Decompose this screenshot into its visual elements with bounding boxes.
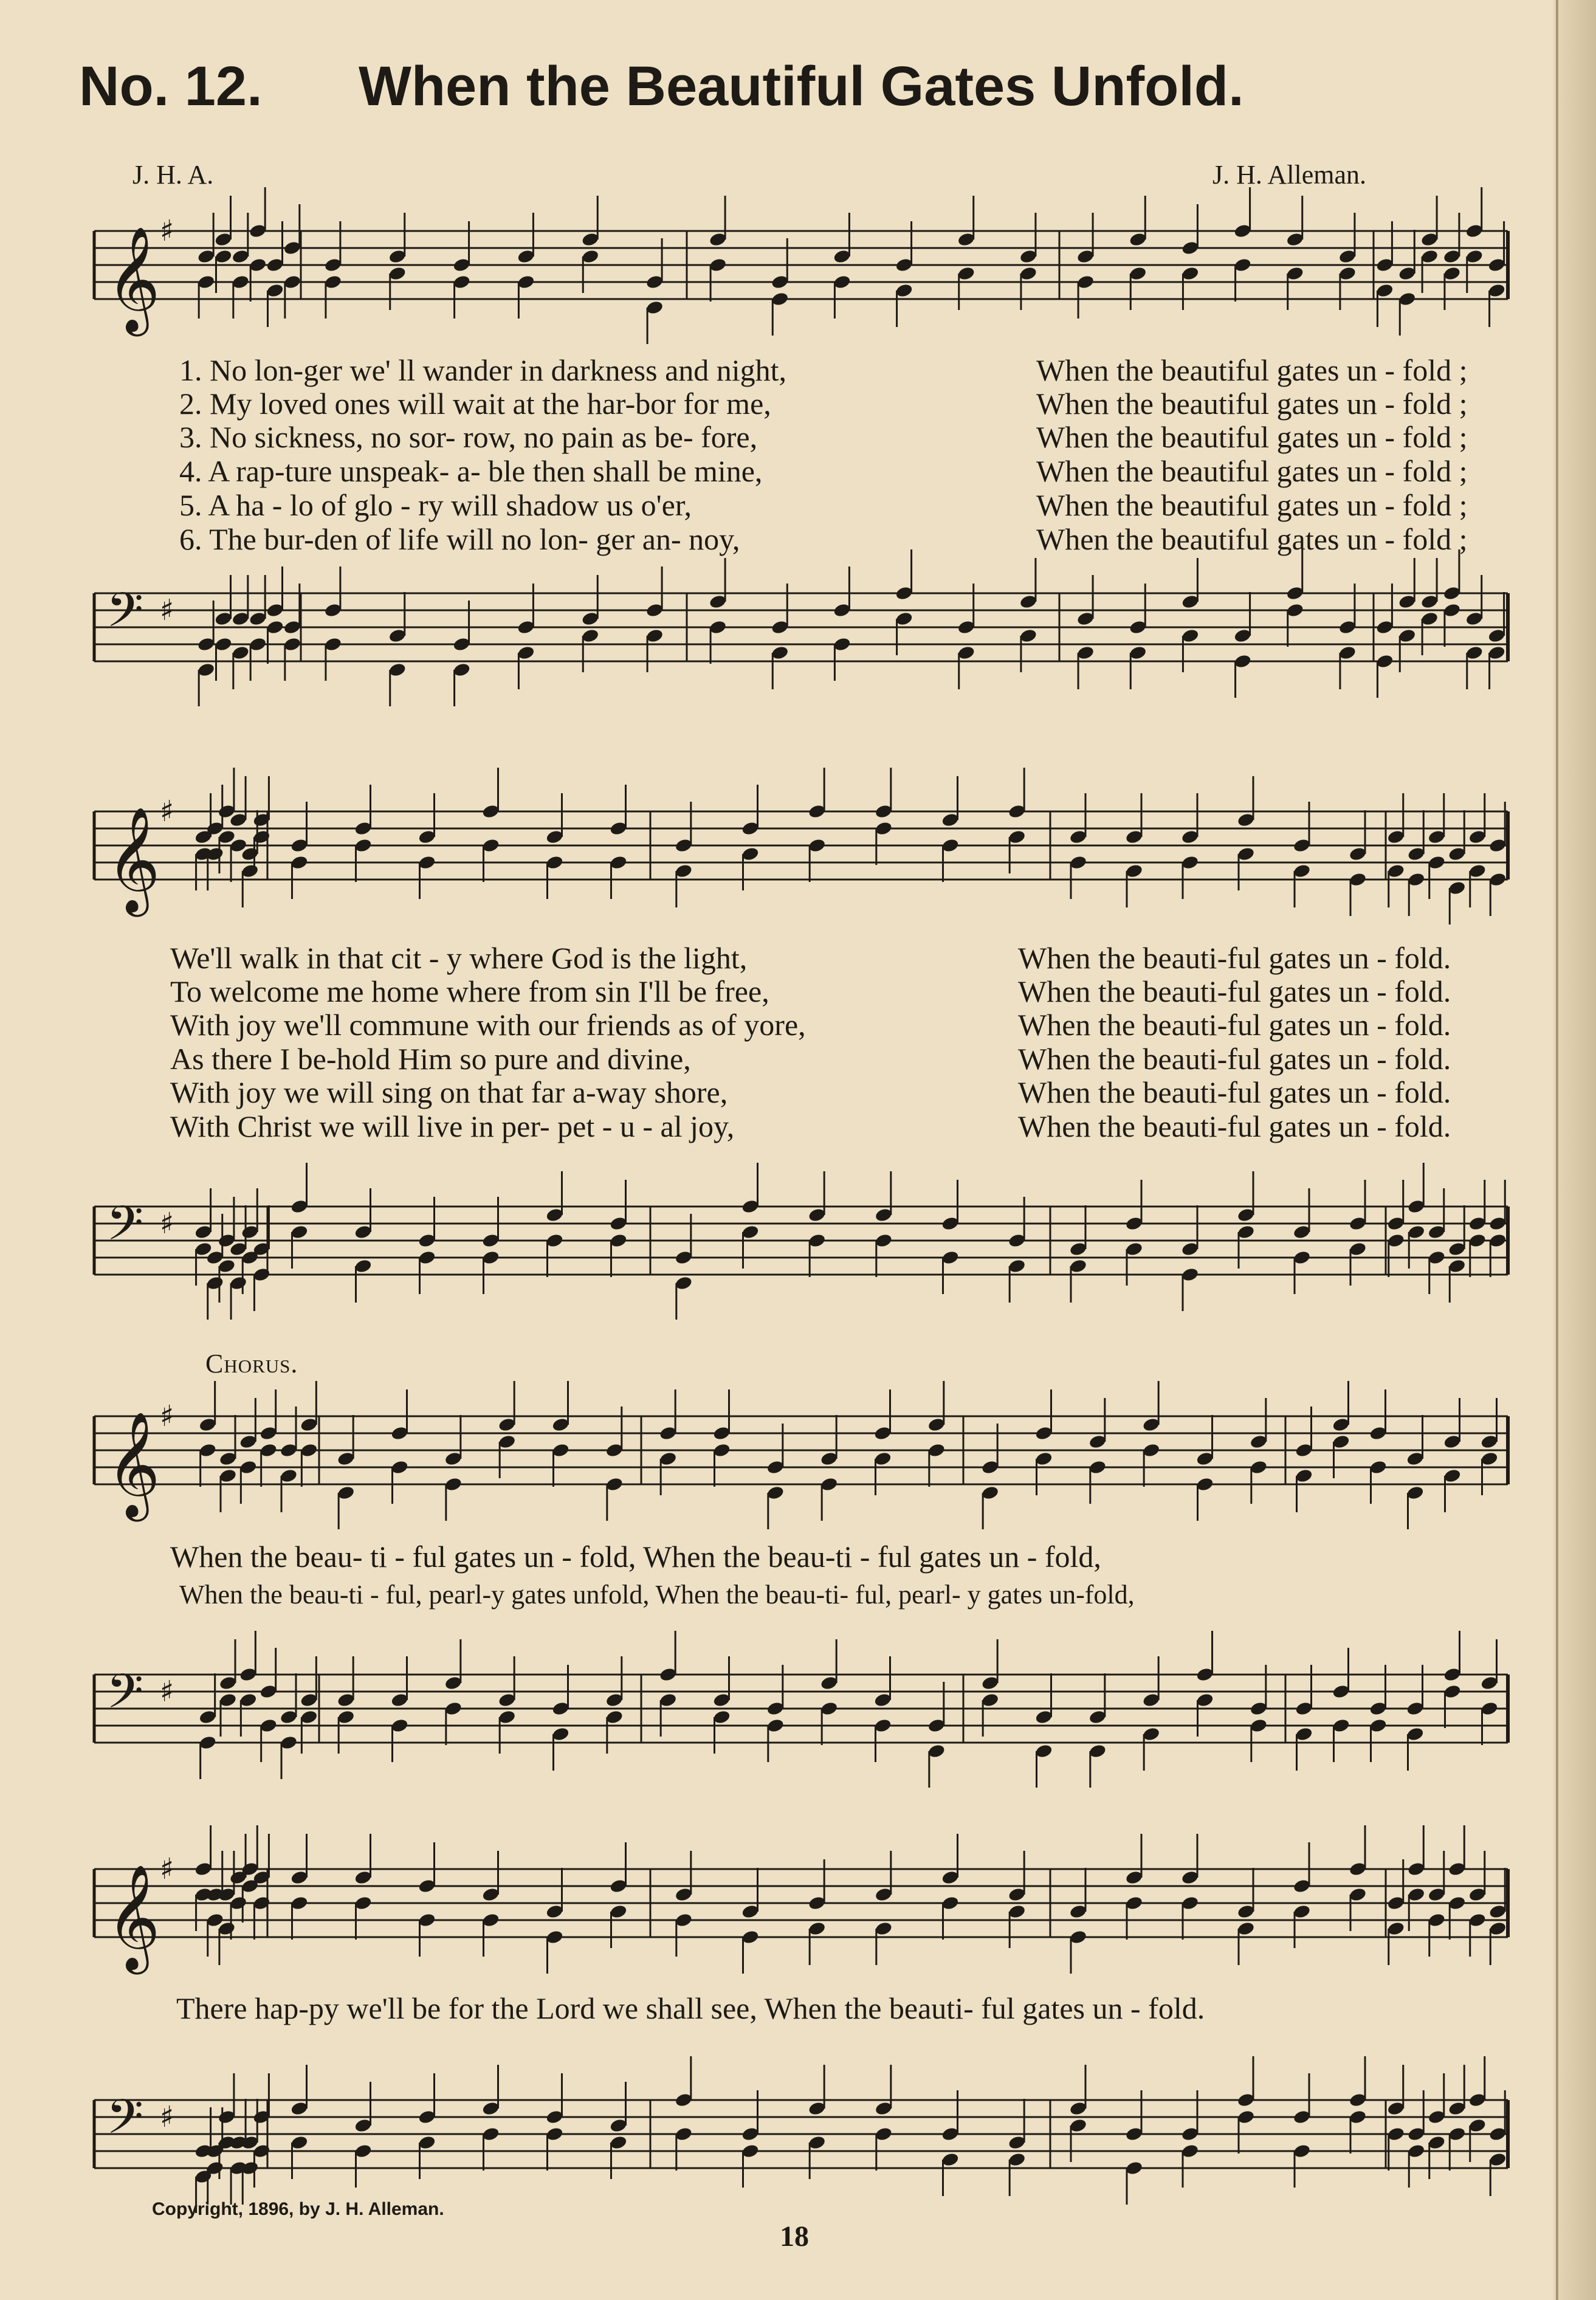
treble-clef-icon: 𝄞 bbox=[106, 1864, 160, 1970]
treble-staff bbox=[94, 1398, 1508, 1520]
verse-4-line-2: As there I be-hold Him so pure and divine, When the beauti-ful gates un - fold. bbox=[170, 1042, 1451, 1076]
sharp-icon: ♯ bbox=[160, 2100, 174, 2134]
chorus-label: Chorus. bbox=[205, 1349, 298, 1379]
treble-staff bbox=[94, 213, 1508, 334]
chorus-line-2: When the beau-ti - ful, pearl-y gates unfold, When the beau-ti- ful, pearl- y gates un-fold, bbox=[179, 1580, 1135, 1610]
sharp-icon: ♯ bbox=[160, 1675, 174, 1709]
music-system-3 bbox=[94, 1398, 1508, 1738]
page-number: 18 bbox=[780, 2220, 809, 2253]
chorus-line-3: There hap-py we'll be for the Lord we shall see, When the beauti- ful gates un - fold. bbox=[176, 1991, 1205, 2025]
bass-clef-icon: 𝄢 bbox=[106, 1664, 144, 1731]
sharp-icon: ♯ bbox=[160, 1852, 174, 1886]
bass-staff bbox=[94, 1656, 1508, 1778]
treble-clef-icon: 𝄞 bbox=[106, 807, 160, 912]
treble-clef-icon: 𝄞 bbox=[106, 1411, 160, 1517]
verse-1-line-1: 1. No lon-ger we' ll wander in darkness and night, When the beautiful gates un - fold ; bbox=[179, 353, 1468, 387]
bass-staff bbox=[94, 1188, 1508, 1310]
verse-5-line-1: 5. A ha - lo of glo - ry will shadow us o'er, When the beautiful gates un - fold ; bbox=[179, 488, 1468, 522]
treble-staff bbox=[94, 793, 1508, 915]
chorus-line-1: When the beau- ti - ful gates un - fold, When the beau-ti - ful gates un - fold, bbox=[170, 1540, 1101, 1574]
bass-clef-icon: 𝄢 bbox=[106, 2090, 144, 2157]
bass-staff bbox=[94, 575, 1508, 697]
bass-staff bbox=[94, 2082, 1508, 2203]
verse-1-line-2: We'll walk in that cit - y where God is the light, When the beauti-ful gates un - fold. bbox=[170, 941, 1451, 975]
verse-6-line-2: With Christ we will live in per- pet - u - al joy, When the beauti-ful gates un - fold. bbox=[170, 1109, 1451, 1143]
music-system-2 bbox=[94, 793, 1508, 1298]
copyright-notice: Copyright, 1896, by J. H. Alleman. bbox=[152, 2199, 444, 2219]
sharp-icon: ♯ bbox=[160, 593, 174, 627]
sharp-icon: ♯ bbox=[160, 1207, 174, 1241]
composer-credit: J. H. Alleman. bbox=[1212, 160, 1366, 190]
verse-5-line-2: With joy we will sing on that far a-way shore, When the beauti-ful gates un - fold. bbox=[170, 1075, 1451, 1109]
treble-clef-icon: 𝄞 bbox=[106, 226, 160, 332]
lyricist-credit: J. H. A. bbox=[132, 160, 214, 190]
bass-clef-icon: 𝄢 bbox=[106, 1196, 144, 1263]
page-edge-shade bbox=[1553, 0, 1596, 2300]
verse-2-line-2: To welcome me home where from sin I'll be free, When the beauti-ful gates un - fold. bbox=[170, 974, 1451, 1008]
sharp-icon: ♯ bbox=[160, 214, 174, 248]
verse-2-line-1: 2. My loved ones will wait at the har-bor for me, When the beautiful gates un - fold ; bbox=[179, 387, 1468, 421]
hymn-number: No. 12. bbox=[79, 55, 263, 117]
sharp-icon: ♯ bbox=[160, 794, 174, 828]
sharp-icon: ♯ bbox=[160, 1399, 174, 1433]
treble-staff bbox=[94, 1851, 1508, 1972]
verse-3-line-1: 3. No sickness, no sor- row, no pain as be- fore, When the beautiful gates un - fold ; bbox=[179, 420, 1468, 454]
verse-6-line-1: 6. The bur-den of life will no lon- ger an- noy, When the beautiful gates un - fold ; bbox=[179, 522, 1468, 556]
music-system-1 bbox=[94, 213, 1508, 717]
hymn-title: When the Beautiful Gates Unfold. bbox=[359, 55, 1244, 117]
verse-4-line-1: 4. A rap-ture unspeak- a- ble then shall be mine, When the beautiful gates un - fold ; bbox=[179, 454, 1468, 488]
verse-3-line-2: With joy we'll commune with our friends as of yore, When the beauti-ful gates un - fold. bbox=[170, 1008, 1451, 1042]
music-system-4 bbox=[94, 1851, 1508, 2191]
bass-clef-icon: 𝄢 bbox=[106, 583, 144, 650]
page-edge-line bbox=[1556, 0, 1558, 2300]
